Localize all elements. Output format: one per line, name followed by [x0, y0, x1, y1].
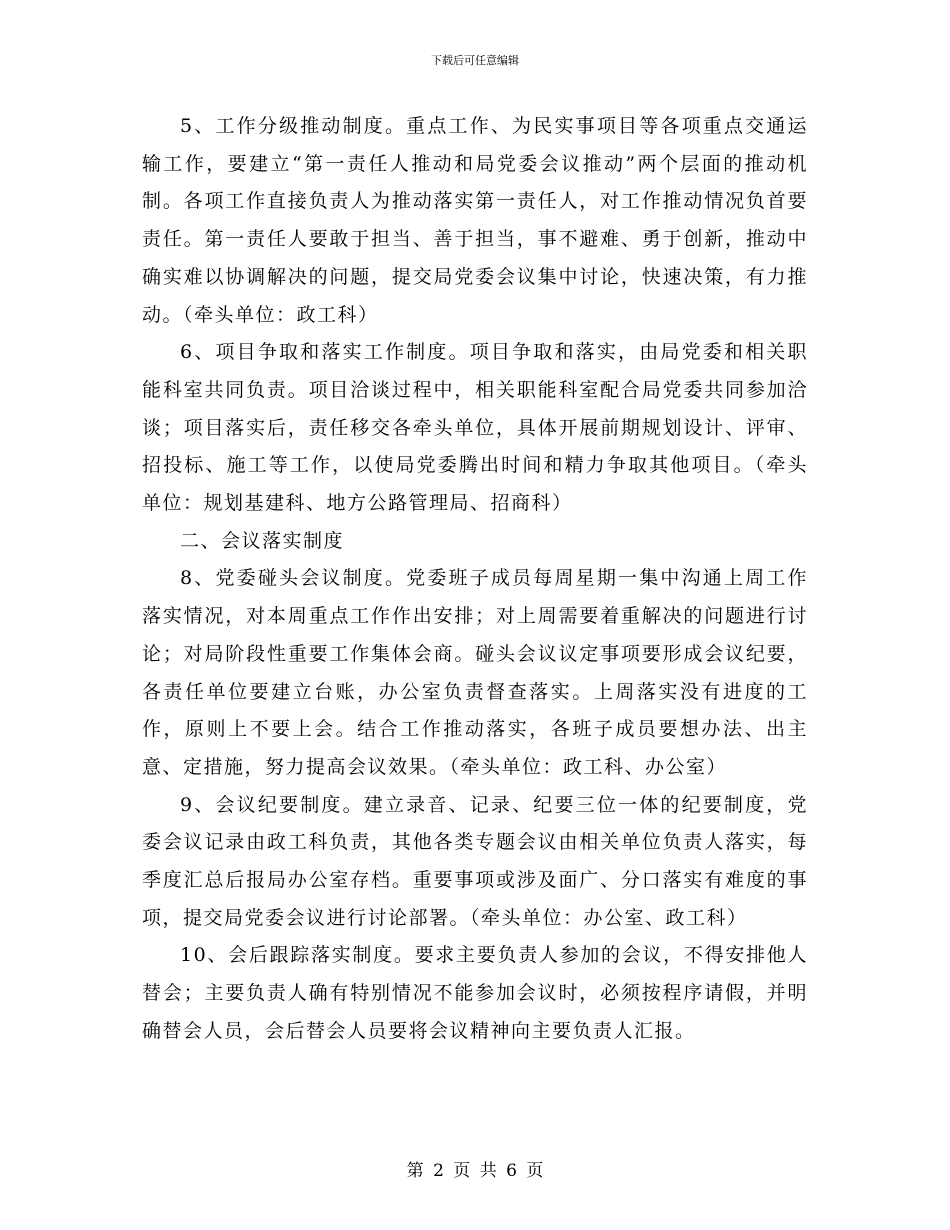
- paragraph-8-party-committee-meeting: 8、党委碰头会议制度。党委班子成员每周星期一集中沟通上周工作落实情况，对本周重点工作作出安排；对上周需要着重解决的问题进行讨论；对局阶段性重要工作集体会商。碰头会议议定事项要形成会议纪要，各责任单位要建立台账，办公室负责督查落实。上周落实没有进度的工作，原则上不要上会。结合工作推动落实，各班子成员要想办法、出主意、定措施，努力提高会议效果。（牵头单位：政工科、办公室）: [142, 567, 808, 778]
- paragraph-6-project-acquisition: 6、项目争取和落实工作制度。项目争取和落实，由局党委和相关职能科室共同负责。项目洽谈过程中，相关职能科室配合局党委共同参加洽谈；项目落实后，责任移交各牵头单位，具体开展前期规划设计、评审、招投标、施工等工作，以使局党委腾出时间和精力争取其他项目。（牵头单位：规划基建科、地方公路管理局、招商科）: [142, 341, 808, 515]
- page-header-note: 下载后可任意编辑: [431, 54, 519, 67]
- paragraph-5-graded-promotion: 5、工作分级推动制度。重点工作、为民实事项目等各项重点交通运输工作，要建立“第一责任人推动和局党委会议推动”两个层面的推动机制。各项工作直接负责人为推动落实第一责任人，对工作推动情况负首要责任。第一责任人要敢于担当、善于担当，事不避难、勇于创新，推动中确实难以协调解决的问题，提交局党委会议集中讨论，快速决策，有力推动。（牵头单位：政工科）: [142, 115, 808, 326]
- page-number: 第 2 页 共 6 页: [406, 1161, 544, 1181]
- document-body: [142, 108, 808, 1051]
- paragraph-9-meeting-minutes: 9、会议纪要制度。建立录音、记录、纪要三位一体的纪要制度，党委会议记录由政工科负责，其他各类专题会议由相关单位负责人落实，每季度汇总后报局办公室存档。重要事项或涉及面广、分口落实有难度的事项，提交局党委会议进行讨论部署。（牵头单位：办公室、政工科）: [142, 793, 808, 929]
- section-heading-meeting-implementation: 二、会议落实制度: [180, 529, 345, 552]
- paragraph-10-follow-up: 10、会后跟踪落实制度。要求主要负责人参加的会议，不得安排他人替会；主要负责人确有特别情况不能参加会议时，必须按程序请假，并明确替会人员，会后替会人员要将会议精神向主要负责人汇报。: [142, 944, 808, 1042]
